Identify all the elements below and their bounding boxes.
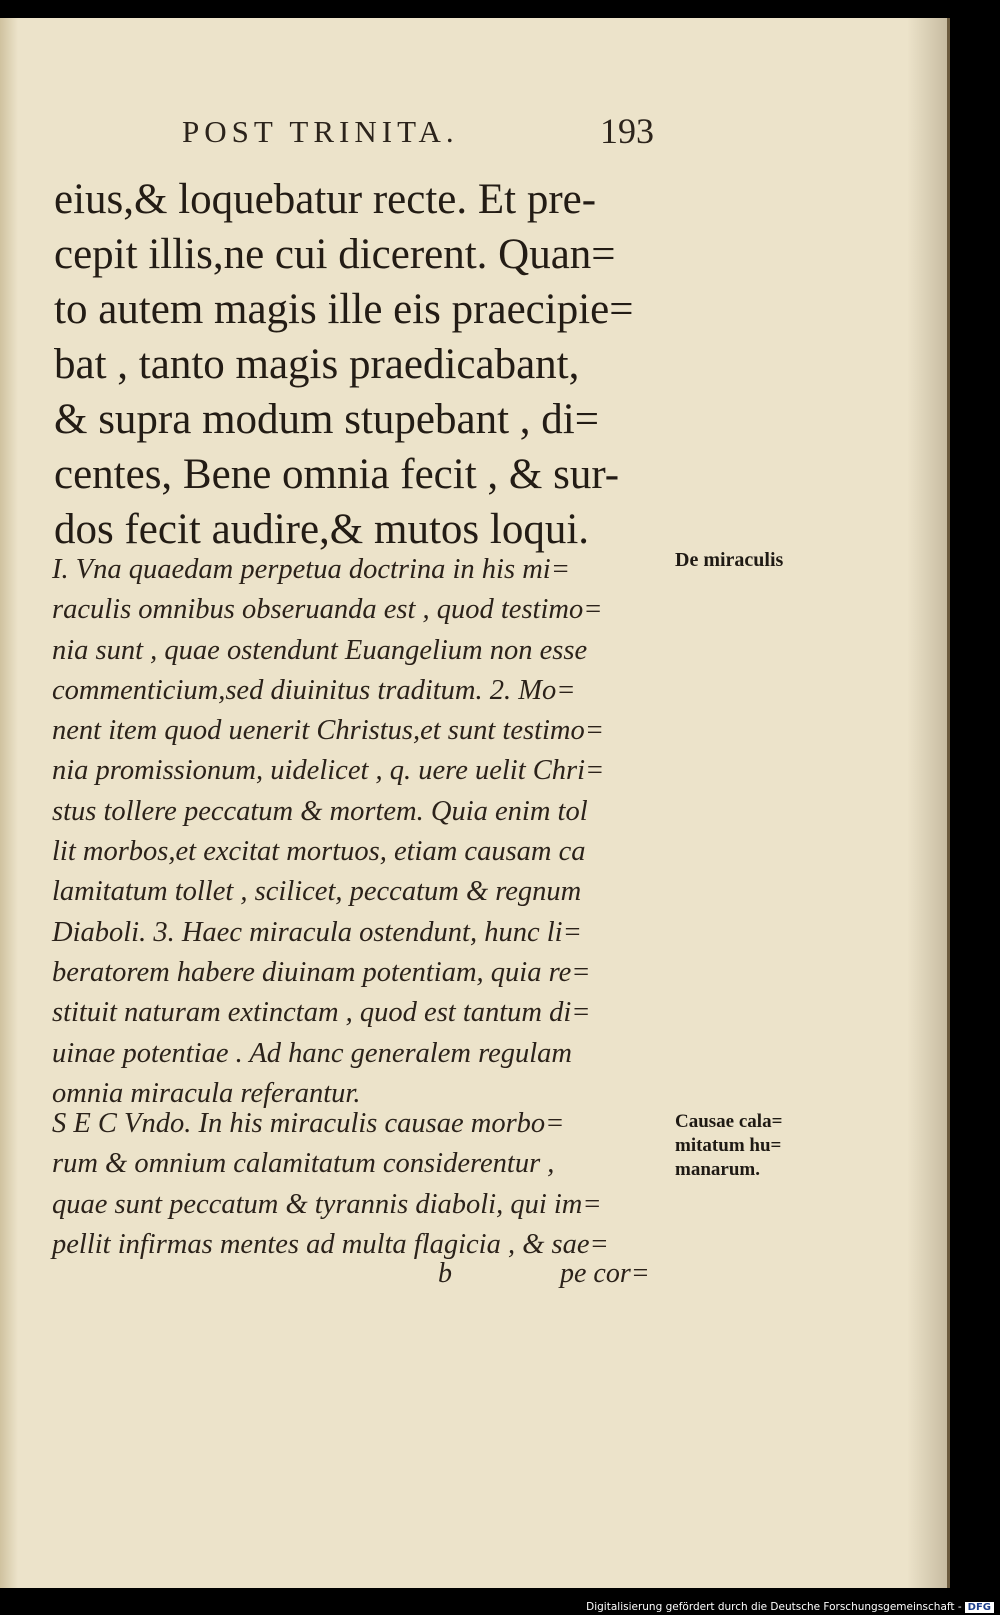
catchword: pe cor= bbox=[560, 1258, 650, 1289]
page-gutter-shading bbox=[0, 18, 18, 1588]
marginal-note-line: mitatum hu= bbox=[675, 1135, 782, 1156]
commentary-line: nia sunt , quae ostendunt Euangelium non esse bbox=[52, 634, 588, 666]
commentary-line: stus tollere peccatum & mortem. Quia enim tol bbox=[52, 795, 588, 827]
commentary-paragraph-1 bbox=[52, 550, 677, 1114]
main-text-line: to autem magis ille eis praecipie= bbox=[54, 286, 634, 333]
main-text-line: & supra modum stupebant , di= bbox=[54, 396, 599, 443]
main-text-line: cepit illis,ne cui dicerent. Quan= bbox=[54, 231, 616, 278]
main-text-block bbox=[54, 172, 674, 557]
marginal-note-line: De miraculis bbox=[675, 549, 784, 571]
commentary-line: stituit naturam extinctam , quod est tantum di= bbox=[52, 997, 591, 1029]
marginal-note-line: Causae cala= bbox=[675, 1111, 783, 1132]
book-page bbox=[0, 18, 950, 1588]
main-text-line: centes, Bene omnia fecit , & sur- bbox=[54, 451, 620, 498]
commentary-line: lit morbos,et excitat mortuos, etiam causam ca bbox=[52, 836, 586, 868]
page-edge-shading bbox=[907, 18, 947, 1588]
commentary-line: Diaboli. 3. Haec miracula ostendunt, hunc li= bbox=[52, 916, 582, 948]
commentary-line: raculis omnibus obseruanda est , quod testimo= bbox=[52, 594, 603, 626]
commentary-line: omnia miracula referantur. bbox=[52, 1077, 361, 1109]
commentary-line: beratorem habere diuinam potentiam, quia re= bbox=[52, 956, 591, 988]
commentary-line: I. Vna quaedam perpetua doctrina in his mi= bbox=[52, 554, 570, 585]
commentary-line: nia promissionum, uidelicet , q. uere uelit Chri= bbox=[52, 755, 605, 787]
dfg-logo: DFG bbox=[965, 1602, 994, 1613]
commentary-line: quae sunt peccatum & tyrannis diaboli, qui im= bbox=[52, 1188, 602, 1220]
commentary-paragraph-2 bbox=[52, 1104, 677, 1265]
commentary-line: lamitatum tollet , scilicet, peccatum & regnum bbox=[52, 876, 582, 908]
commentary-line: S E C Vndo. In his miraculis causae morbo= bbox=[52, 1108, 565, 1139]
commentary-line: nent item quod uenerit Christus,et sunt testimo= bbox=[52, 715, 604, 747]
page-number: 193 bbox=[600, 111, 654, 151]
signature-mark: b bbox=[438, 1258, 452, 1289]
commentary-line: rum & omnium calamitatum considerentur , bbox=[52, 1148, 555, 1180]
credit-text: Digitalisierung gefördert durch die Deutsche Forschungsgemeinschaft - bbox=[586, 1601, 962, 1613]
main-text-line: dos fecit audire,& mutos loqui. bbox=[54, 506, 590, 553]
marginal-note-line: manarum. bbox=[675, 1159, 760, 1180]
commentary-line: uinae potentiae . Ad hanc generalem regulam bbox=[52, 1037, 573, 1069]
marginal-note-miracles bbox=[675, 548, 783, 572]
marginal-note-causes bbox=[675, 1110, 782, 1182]
main-text-line: bat , tanto magis praedicabant, bbox=[54, 341, 580, 388]
digitization-credit bbox=[586, 1601, 994, 1613]
running-head: POST TRINITA. bbox=[182, 114, 459, 149]
commentary-line: pellit infirmas mentes ad multa flagicia , & sae= bbox=[52, 1228, 609, 1260]
page-header bbox=[182, 110, 682, 160]
commentary-line: commenticium,sed diuinitus traditum. 2. Mo= bbox=[52, 674, 576, 706]
main-text-line: eius,& loquebatur recte. Et pre- bbox=[54, 176, 597, 223]
